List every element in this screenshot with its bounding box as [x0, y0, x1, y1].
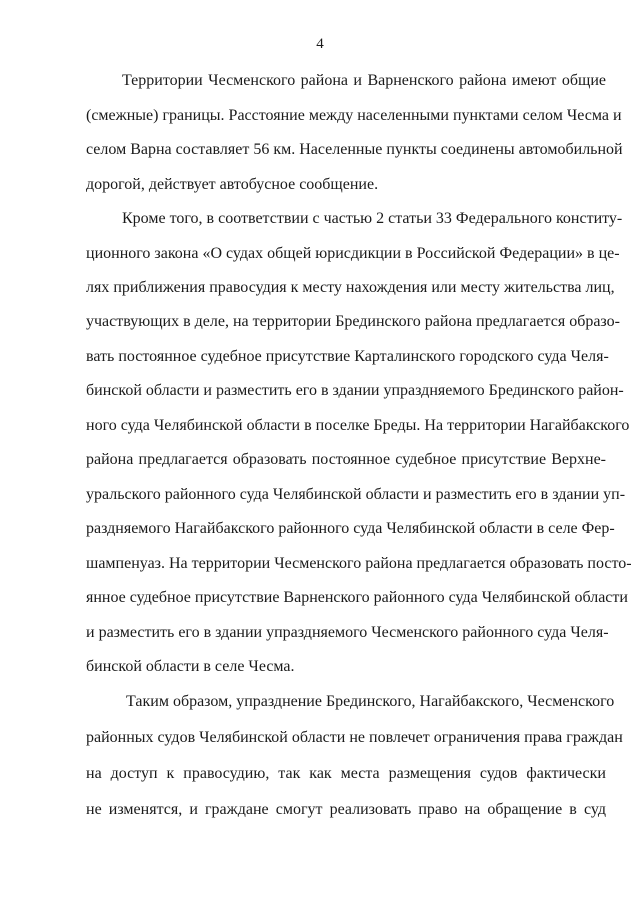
text-line: бинской области и разместить его в здании упраздняемого Брединского район-: [86, 382, 624, 399]
text-line: Таким образом, упразднение Брединского, Нагайбакского, Чесменского: [126, 693, 615, 710]
text-line: участвующих в деле, на территории Брединского района предлагается образо-: [86, 313, 620, 330]
text-line: районных судов Челябинской области не повлечет ограничения права граждан: [86, 729, 623, 746]
text-line: ного суда Челябинской области в поселке Бреды. На территории Нагайбакского: [86, 417, 630, 434]
text-line: янное судебное присутствие Варненского районного суда Челябинской области: [86, 589, 628, 606]
text-line: на доступ к правосудию, так как места размещения судов фактически: [86, 765, 606, 782]
text-line: Территории Чесменского района и Варненского района имеют общие: [122, 72, 606, 89]
text-line: ционного закона «О судах общей юрисдикции в Российской Федерации» в це-: [86, 245, 620, 262]
text-line: шампенуаз. На территории Чесменского района предлагается образовать посто-: [86, 555, 632, 572]
text-line: селом Варна составляет 56 км. Населенные пункты соединены автомобильной: [86, 141, 623, 158]
text-line: и разместить его в здании упраздняемого Чесменского районного суда Челя-: [86, 624, 609, 641]
page-number: 4: [316, 36, 324, 52]
text-line: вать постоянное судебное присутствие Карталинского городского суда Челя-: [86, 348, 609, 365]
text-line: лях приближения правосудия к месту нахождения или месту жительства лиц,: [86, 279, 615, 296]
text-line: Кроме того, в соответствии с частью 2 статьи 33 Федерального конститу-: [122, 210, 623, 227]
text-line: (смежные) границы. Расстояние между населенными пунктами селом Чесма и: [86, 107, 622, 124]
text-line: раздняемого Нагайбакского районного суда Челябинской области в селе Фер-: [86, 520, 615, 537]
text-line: не изменятся, и граждане смогут реализовать право на обращение в суд: [86, 801, 606, 818]
text-line: дорогой, действует автобусное сообщение.: [86, 176, 379, 193]
text-line: района предлагается образовать постоянное судебное присутствие Верхне-: [86, 451, 606, 468]
text-line: бинской области в селе Чесма.: [86, 658, 295, 675]
text-line: уральского районного суда Челябинской области и разместить его в здании уп-: [86, 486, 626, 503]
